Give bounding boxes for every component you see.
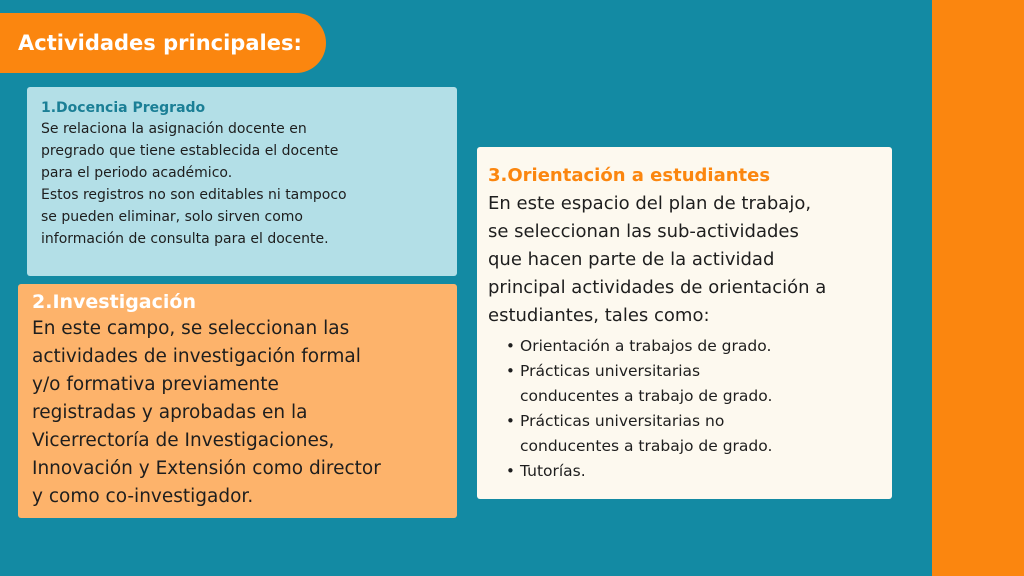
list-item [506, 359, 882, 409]
list-item-text: Orientación a trabajos de grado. [520, 337, 772, 355]
title-banner [0, 13, 326, 73]
card-body: En este campo, se seleccionan las actividades de investigación formal y/o formativa previamente registradas y aprobadas en la Vicerrectoría de Investigaciones, Innovación y Extensión como director y como co-investigador. [32, 318, 381, 507]
card-orientacion-estudiantes [477, 147, 892, 499]
card-docencia-pregrado [27, 87, 457, 276]
bullet-icon: • [506, 337, 515, 355]
bullet-icon: • [506, 462, 515, 480]
list-item [506, 334, 882, 359]
sub-activities-list [488, 334, 882, 484]
card-investigacion [18, 284, 457, 518]
right-accent-stripe [932, 0, 1024, 576]
card-body: Se relaciona la asignación docente en pregrado que tiene establecida el docente para el periodo académico. Estos registros no son editables ni tampoco se pueden eliminar, solo sirven como información de consulta para el docente. [41, 121, 347, 247]
bullet-icon: • [506, 412, 515, 430]
card-body: En este espacio del plan de trabajo, se seleccionan las sub-actividades que hacen parte de la actividad principal actividades de orientación a estudiantes, tales como: [488, 193, 827, 326]
card-title: 2.Investigación [32, 291, 196, 313]
page-title: Actividades principales: [18, 31, 302, 55]
list-item-text: Prácticas universitarias no conducentes a trabajo de grado. [520, 412, 773, 455]
list-item-text: Tutorías. [520, 462, 586, 480]
list-item [506, 459, 882, 484]
card-title: 3.Orientación a estudiantes [488, 165, 771, 186]
list-item-text: Prácticas universitarias conducentes a trabajo de grado. [520, 362, 773, 405]
card-title: 1.Docencia Pregrado [41, 100, 206, 116]
bullet-icon: • [506, 362, 515, 380]
list-item [506, 409, 882, 459]
